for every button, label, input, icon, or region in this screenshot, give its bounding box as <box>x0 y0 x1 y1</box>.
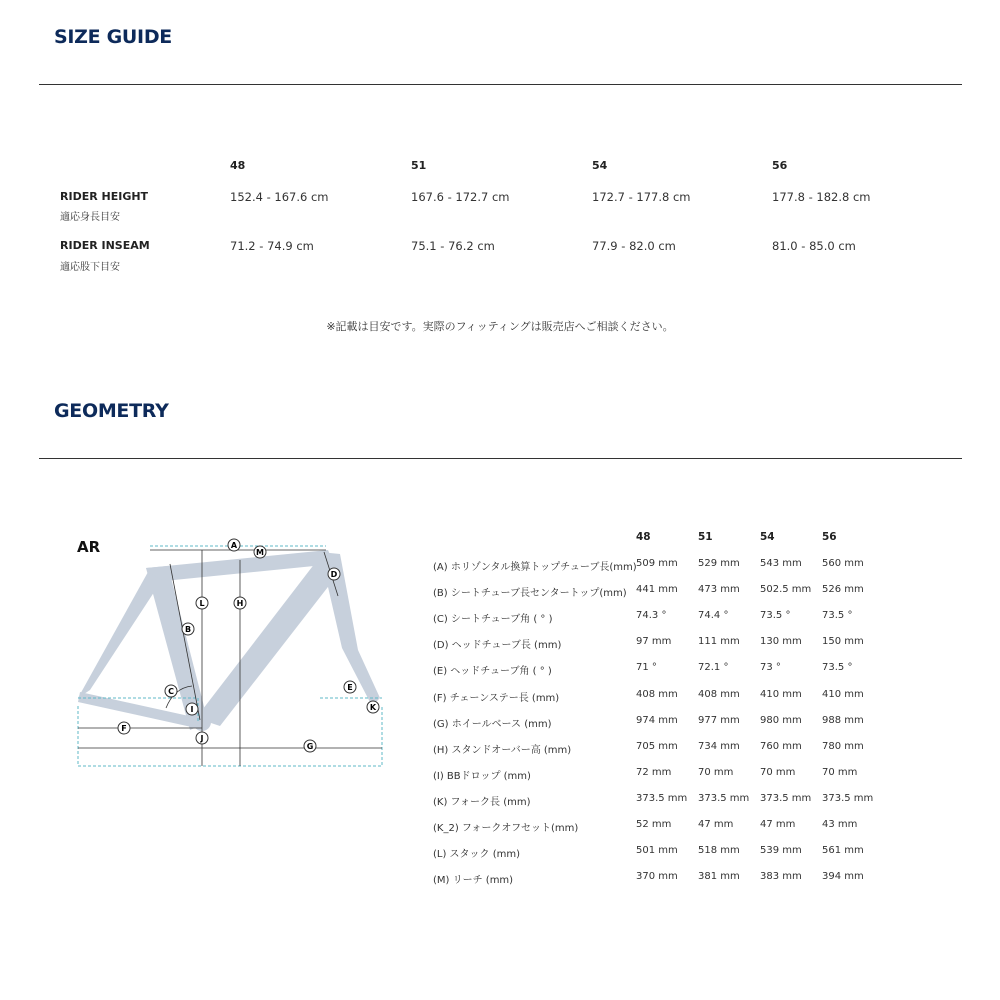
geometry-cell-54: 73.5 ° <box>760 610 791 621</box>
geometry-cell-56: 73.5 ° <box>822 610 853 621</box>
geometry-cell-51: 529 mm <box>698 558 740 569</box>
geometry-cell-48: 370 mm <box>636 871 678 882</box>
marker-h-letter: H <box>236 599 244 608</box>
geometry-cell-56: 150 mm <box>822 636 864 647</box>
marker-e <box>344 681 356 693</box>
geometry-cell-48: 705 mm <box>636 741 678 752</box>
geometry-cell-51: 70 mm <box>698 767 734 778</box>
geometry-cell-48: 373.5 mm <box>636 793 688 804</box>
geometry-cell-51: 111 mm <box>698 636 740 647</box>
geometry-cell-51: 473 mm <box>698 584 740 595</box>
geometry-cell-56: 43 mm <box>822 819 858 830</box>
geometry-row-label: (H) スタンドオーバー高 (mm) <box>433 745 572 756</box>
geometry-cell-51: 734 mm <box>698 741 740 752</box>
geometry-cell-56: 373.5 mm <box>822 793 874 804</box>
marker-a <box>228 539 240 551</box>
marker-d-letter: D <box>330 570 338 579</box>
geometry-cell-48: 74.3 ° <box>636 610 667 621</box>
geometry-cell-48: 71 ° <box>636 662 657 673</box>
marker-j-letter: J <box>200 734 204 743</box>
marker-i-letter: I <box>190 705 194 714</box>
geometry-cell-56: 780 mm <box>822 741 864 752</box>
marker-f-letter: F <box>121 724 127 733</box>
size-guide-header-56: 56 <box>772 159 788 172</box>
geometry-cell-48: 974 mm <box>636 715 678 726</box>
geometry-cell-48: 408 mm <box>636 689 678 700</box>
geometry-title: GEOMETRY <box>54 400 169 422</box>
geometry-cell-54: 410 mm <box>760 689 802 700</box>
rider-inseam-48: 71.2 - 74.9 cm <box>230 239 314 253</box>
geometry-row-label: (L) スタック (mm) <box>433 849 521 860</box>
geometry-cell-54: 70 mm <box>760 767 796 778</box>
geometry-row-label: (K_2) フォークオフセット(mm) <box>433 823 579 834</box>
marker-m <box>254 546 266 558</box>
geometry-cell-48: 52 mm <box>636 819 672 830</box>
geometry-cell-54: 73 ° <box>760 662 781 673</box>
geometry-header-56: 56 <box>822 531 837 543</box>
size-guide-divider <box>39 84 962 85</box>
marker-b <box>182 623 194 635</box>
marker-m-letter: M <box>256 548 264 557</box>
geometry-row-label: (F) チェーンステー長 (mm) <box>433 693 560 704</box>
geometry-cell-51: 381 mm <box>698 871 740 882</box>
geometry-header-51: 51 <box>698 531 713 543</box>
geometry-row-label: (A) ホリゾンタル換算トップチューブ長(mm) <box>433 562 637 573</box>
geometry-cell-48: 72 mm <box>636 767 672 778</box>
marker-c <box>165 685 177 697</box>
geometry-cell-54: 980 mm <box>760 715 802 726</box>
rider-inseam-54: 77.9 - 82.0 cm <box>592 239 676 253</box>
marker-h <box>234 597 246 609</box>
geometry-row-label: (I) BBドロップ (mm) <box>433 771 531 782</box>
marker-e-letter: E <box>347 683 353 692</box>
rider-inseam-sublabel: 適応股下目安 <box>60 262 120 273</box>
rider-height-sublabel: 適応身長目安 <box>60 212 120 223</box>
geometry-cell-48: 97 mm <box>636 636 672 647</box>
size-guide-title: SIZE GUIDE <box>54 26 172 48</box>
rider-height-54: 172.7 - 177.8 cm <box>592 190 691 204</box>
rider-height-label: RIDER HEIGHT <box>60 190 149 203</box>
geometry-cell-51: 518 mm <box>698 845 740 856</box>
geometry-cell-51: 47 mm <box>698 819 734 830</box>
geometry-cell-56: 70 mm <box>822 767 858 778</box>
geometry-row-label: (M) リーチ (mm) <box>433 875 514 886</box>
geometry-row-label: (D) ヘッドチューブ長 (mm) <box>433 640 562 651</box>
geometry-cell-48: 509 mm <box>636 558 678 569</box>
marker-l <box>196 597 208 609</box>
marker-l-letter: L <box>199 599 205 608</box>
size-guide-header-54: 54 <box>592 159 608 172</box>
size-guide-header-48: 48 <box>230 159 246 172</box>
fitting-note: ※記載は目安です。実際のフィッティングは販売店へご相談ください。 <box>326 320 674 333</box>
marker-k-letter: K <box>369 703 377 712</box>
geometry-row-label: (G) ホイールベース (mm) <box>433 719 552 730</box>
geometry-cell-51: 408 mm <box>698 689 740 700</box>
geometry-row-label: (B) シートチューブ長センタートップ(mm) <box>433 588 627 599</box>
geometry-cell-48: 501 mm <box>636 845 678 856</box>
geometry-header-48: 48 <box>636 531 651 543</box>
rider-height-51: 167.6 - 172.7 cm <box>411 190 510 204</box>
geometry-cell-48: 441 mm <box>636 584 678 595</box>
geometry-cell-56: 394 mm <box>822 871 864 882</box>
geometry-cell-56: 561 mm <box>822 845 864 856</box>
geometry-cell-54: 130 mm <box>760 636 802 647</box>
geometry-cell-54: 502.5 mm <box>760 584 812 595</box>
marker-a-letter: A <box>230 541 238 550</box>
marker-b-letter: B <box>184 625 192 634</box>
geometry-header-54: 54 <box>760 531 775 543</box>
size-guide-header-51: 51 <box>411 159 427 172</box>
geometry-cell-54: 383 mm <box>760 871 802 882</box>
geometry-cell-54: 373.5 mm <box>760 793 812 804</box>
marker-g-letter: G <box>306 742 314 751</box>
frame-geometry-diagram <box>70 530 390 770</box>
marker-f <box>118 722 130 734</box>
marker-k <box>367 701 379 713</box>
marker-c-letter: C <box>168 687 174 696</box>
rider-height-48: 152.4 - 167.6 cm <box>230 190 329 204</box>
geometry-cell-54: 543 mm <box>760 558 802 569</box>
geometry-cell-56: 988 mm <box>822 715 864 726</box>
geometry-row-label: (E) ヘッドチューブ角 ( ° ) <box>433 666 552 677</box>
marker-i <box>186 703 198 715</box>
rider-inseam-56: 81.0 - 85.0 cm <box>772 239 856 253</box>
geometry-row-label: (K) フォーク長 (mm) <box>433 797 531 808</box>
geometry-cell-54: 760 mm <box>760 741 802 752</box>
rider-height-56: 177.8 - 182.8 cm <box>772 190 871 204</box>
geometry-cell-51: 977 mm <box>698 715 740 726</box>
geometry-cell-56: 73.5 ° <box>822 662 853 673</box>
rider-inseam-label: RIDER INSEAM <box>60 239 150 252</box>
geometry-divider <box>39 458 962 459</box>
geometry-cell-51: 74.4 ° <box>698 610 729 621</box>
model-label: AR <box>77 538 101 556</box>
geometry-cell-56: 526 mm <box>822 584 864 595</box>
geometry-cell-54: 539 mm <box>760 845 802 856</box>
rider-inseam-51: 75.1 - 76.2 cm <box>411 239 495 253</box>
geometry-cell-51: 72.1 ° <box>698 662 729 673</box>
marker-d <box>328 568 340 580</box>
geometry-cell-51: 373.5 mm <box>698 793 750 804</box>
geometry-row-label: (C) シートチューブ角 ( ° ) <box>433 614 553 625</box>
geometry-cell-54: 47 mm <box>760 819 796 830</box>
geometry-cell-56: 410 mm <box>822 689 864 700</box>
marker-j <box>196 732 208 744</box>
geometry-cell-56: 560 mm <box>822 558 864 569</box>
marker-g <box>304 740 316 752</box>
